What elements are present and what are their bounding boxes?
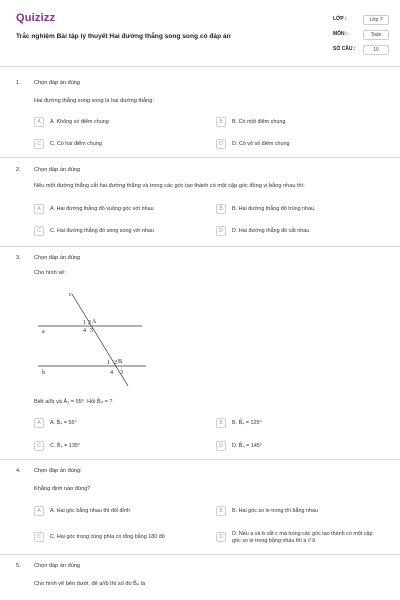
question-4-title: Chọn đáp án đúng: [34,468,82,474]
label-b-3: 3 [120,370,123,376]
quizizz-logo: Quizizz [16,12,56,24]
option-letter: C [34,139,44,149]
option-text: A. B̂₄ = 55° [50,420,77,426]
option-text: D. B̂₄ = 145° [232,443,262,449]
option-letter: A [34,418,44,428]
question-2-title: Chọn đáp án đúng [34,167,81,173]
label-b-4: 4 [110,370,113,376]
label-point-a: A [92,319,97,325]
option-text: A. Hai đường thẳng đó vuông góc với nhau [50,206,154,212]
option-letter: C [34,226,44,236]
label-a-4: 4 [83,328,86,334]
option-letter: D [216,226,226,236]
label-b-2: 2 [114,360,117,366]
question-2-number: 2. [16,167,21,173]
question-divider [0,459,400,460]
label-a-2: 2 [88,320,91,326]
meta-class-value: Lớp 7 [363,15,389,25]
option-text: C. Hai góc trong cùng phía có tổng bằng 180 độ [50,534,165,540]
parallel-lines-figure [34,286,154,386]
question-1-number: 1. [16,80,21,86]
question-1-title: Chọn đáp án đúng [34,80,81,86]
label-c: c [69,292,72,298]
option-letter: B [216,117,226,127]
option-letter: D [216,139,226,149]
option-text: D. Nếu a và b cắt c mà trong các góc tạo thành có một cặp góc so le trong bằng nhau thì a // b [232,531,373,544]
question-2-text: Nếu một đường thẳng cắt hai đường thẳng và trong các góc tạo thành có một cặp góc đồng vị bằng nhau thì: [34,183,305,189]
option-letter: A [34,506,44,516]
question-3-text: Cho hình vẽ: [34,270,66,276]
header-divider [0,66,400,67]
option-text: C. B̂₄ = 135° [50,443,80,449]
label-point-b: B [118,359,123,365]
option-letter: A [34,117,44,127]
option-text: B. B̂₄ = 125° [232,420,262,426]
option-text: A. Hai góc bằng nhau thì đối đỉnh [50,508,130,514]
option-text: B. Có một điểm chung [232,119,286,125]
option-letter: B [216,418,226,428]
meta-subject [333,30,389,40]
meta-count-label: SỐ CÂU : [333,46,356,52]
question-3-prompt: Biết a//b và Â₁ = 55°. Hỏi B̂₄ = ? [34,399,113,405]
option-text: A. Không có điểm chung [50,119,109,125]
question-divider [0,157,400,158]
figure-svg [34,286,154,386]
meta-count-value: 10 [363,45,389,55]
option-letter: D [216,441,226,451]
option-letter: B [216,506,226,516]
option-text: C. Có hai điểm chung [50,141,102,147]
question-4-number: 4. [16,468,21,474]
question-3-number: 3. [16,255,21,261]
option-letter: D [216,532,226,542]
meta-class-label: LỚP : [333,16,347,22]
option-text: D. Có vô số điểm chung [232,141,290,147]
meta-count [333,45,389,55]
question-4-text: Khẳng định nào đúng? [34,486,91,492]
option-letter: B [216,204,226,214]
meta-subject-value: Toán [363,30,389,40]
option-text: C. Hai đường thẳng đó song song với nhau [50,228,154,234]
meta-class [333,15,389,25]
option-letter: A [34,204,44,214]
option-letter: C [34,441,44,451]
option-text: D. Hai đường thẳng đó cắt nhau [232,228,310,234]
label-a-1: 1 [83,320,86,326]
question-5-title: Chọn đáp án đúng [34,563,81,569]
question-3-title: Chọn đáp án đúng [34,255,81,261]
label-b: b [42,370,45,376]
document-title: Trắc nghiệm Bài tập lý thuyết Hai đường thẳng song song có đáp án [16,33,231,40]
label-a: a [42,329,45,335]
question-divider [0,246,400,247]
question-divider [0,554,400,555]
option-letter: C [34,532,44,542]
option-text: B. Hai góc so le trong thì bằng nhau [232,508,319,514]
question-5-text: Cho hình vẽ bên dưới, để a//b thì số đo B̂₄ là [34,581,146,587]
question-5-number: 5. [16,563,21,569]
label-b-1: 1 [107,360,110,366]
option-text: B. Hai đường thẳng đó trùng nhau. [232,206,316,212]
label-a-3: 3 [90,328,93,334]
question-1-text: Hai đường thẳng song song là hai đường thẳng: [34,98,154,104]
meta-subject-label: MÔN : [333,31,348,37]
